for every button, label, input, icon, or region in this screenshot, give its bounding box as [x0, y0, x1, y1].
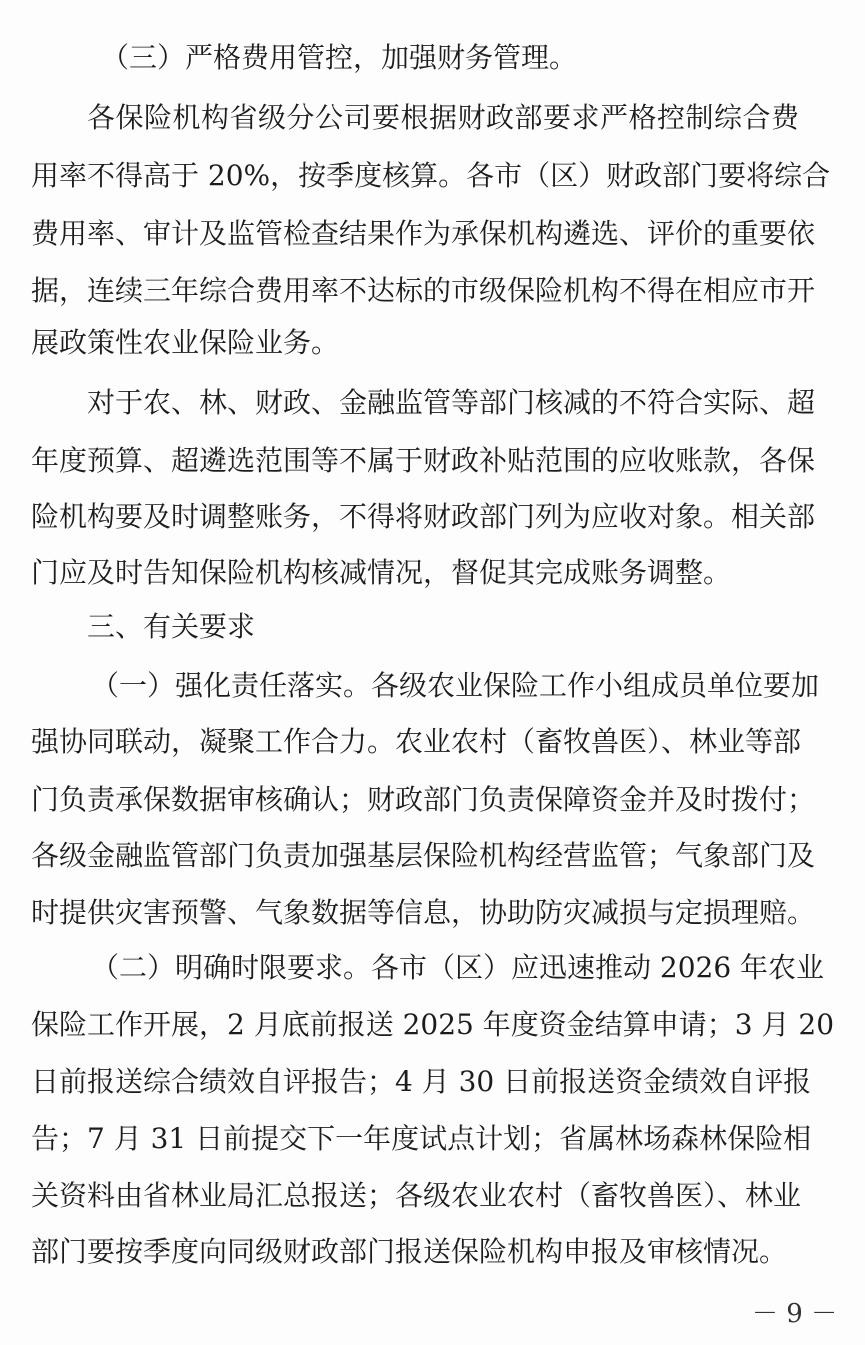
paragraph-line: 对于农、林、财政、金融监管等部门核减的不符合实际、超 — [87, 386, 816, 419]
paragraph-line: 年度预算、超遴选范围等不属于财政补贴范围的应收账款，各保 — [31, 444, 816, 477]
paragraph-line: 门负责承保数据审核确认；财政部门负责保障资金并及时拨付； — [31, 783, 816, 816]
paragraph-line: 告；7 月 31 日前提交下一年度试点计划；省属林场森林保险相 — [31, 1122, 812, 1155]
paragraph-line: 各保险机构省级分公司要根据财政部要求严格控制综合费 — [87, 101, 800, 134]
paragraph-line: （二）明确时限要求。各市（区）应迅速推动 2026 年农业 — [91, 951, 825, 984]
paragraph-line: 时提供灾害预警、气象数据等信息，协助防灾减损与定损理赔。 — [31, 896, 816, 929]
paragraph-line: 部门要按季度向同级财政部门报送保险机构申报及审核情况。 — [31, 1235, 788, 1268]
paragraph-line: 险机构要及时调整账务，不得将财政部门列为应收对象。相关部 — [31, 500, 816, 533]
paragraph-line: 日前报送综合绩效自评报告；4 月 30 日前报送资金绩效自评报 — [31, 1065, 812, 1098]
paragraph-line: 强协同联动，凝聚工作合力。农业农村（畜牧兽医）、林业等部 — [31, 725, 802, 758]
paragraph-line: 据，连续三年综合费用率不达标的市级保险机构不得在相应市开 — [31, 274, 816, 307]
paragraph-line: 保险工作开展，2 月底前报送 2025 年度资金结算申请；3 月 20 — [31, 1008, 835, 1041]
section-heading-3-cost-control: （三）严格费用管控，加强财务管理。 — [101, 41, 578, 74]
paragraph-line: 门应及时告知保险机构核减情况，督促其完成账务调整。 — [31, 556, 732, 589]
section-heading-requirements: 三、有关要求 — [87, 610, 256, 643]
paragraph-line: 展政策性农业保险业务。 — [31, 326, 340, 359]
paragraph-line: （一）强化责任落实。各级农业保险工作小组成员单位要加 — [91, 669, 820, 702]
paragraph-line: 关资料由省林业局汇总报送；各级农业农村（畜牧兽医）、林业 — [31, 1179, 802, 1212]
paragraph-line: 各级金融监管部门负责加强基层保险机构经营监管；气象部门及 — [31, 839, 816, 872]
paragraph-line: 费用率、审计及监管检查结果作为承保机构遴选、评价的重要依 — [31, 217, 816, 250]
paragraph-line: 用率不得高于 20%，按季度核算。各市（区）财政部门要将综合 — [31, 159, 831, 192]
page-number: － 9 － — [752, 1299, 838, 1329]
